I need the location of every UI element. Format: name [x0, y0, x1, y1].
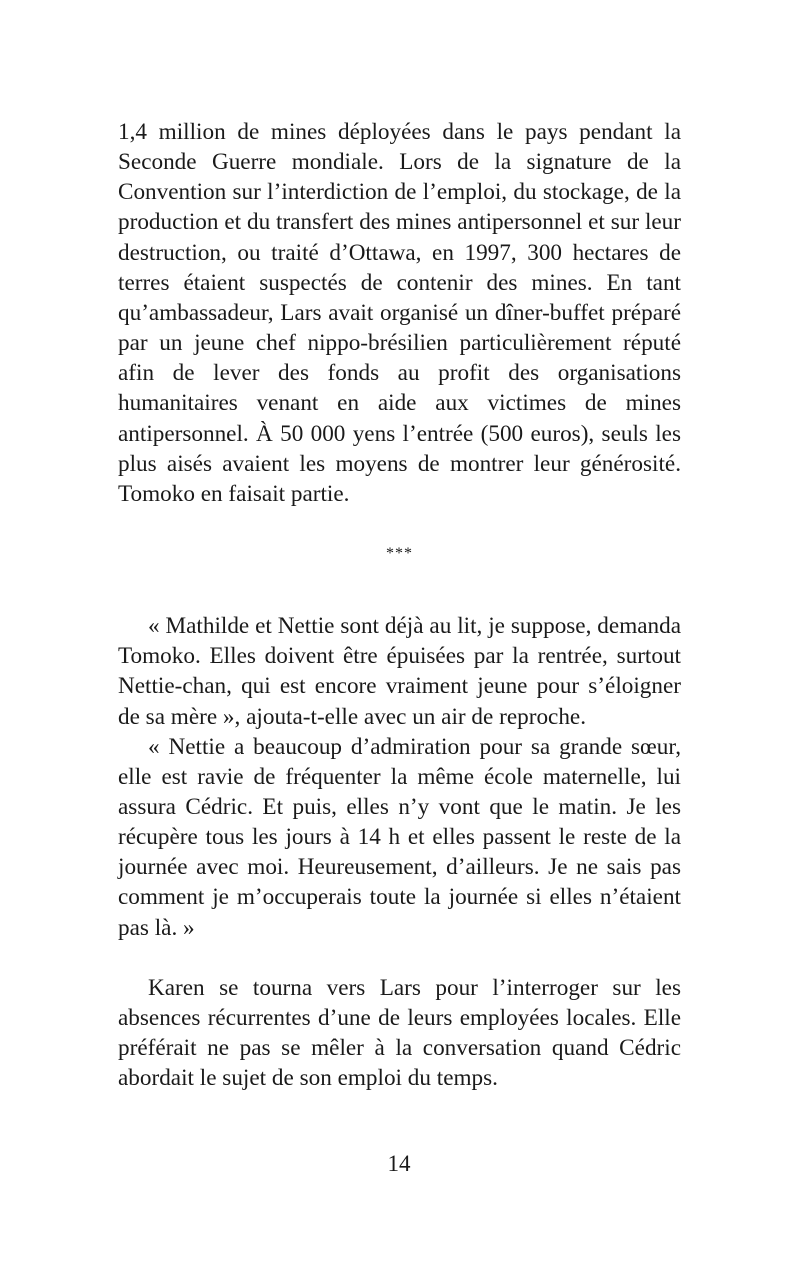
paragraph-tomoko-dialogue: « Mathilde et Nettie sont déjà au lit, je suppose, demanda Tomoko. Elles doivent être épuisées par la rentrée, surtout Nettie-chan, qui est encore vraiment jeune pour s’éloigner de sa mère », ajouta-t-elle avec un air de reproche. — [118, 613, 681, 730]
paragraph-karen: Karen se tourna vers Lars pour l’interroger sur les absences récurrentes d’une de leurs employées locales. Elle préférait ne pas se mêler à la conversation quand Cédric abordait le sujet de son emploi du temps. — [118, 974, 681, 1092]
section-separator: *** — [386, 545, 413, 563]
page-number: 14 — [387, 1151, 411, 1176]
paragraph-cedric-dialogue: « Nettie a beaucoup d’admiration pour sa grande sœur, elle est ravie de fréquenter la même école maternelle, lui assura Cédric. Et puis, elles n’y vont que le matin. Je les récupère tous les jours à 14 h et elles passent le reste de la journée avec moi. Heureusement, d’ailleurs. Je ne sais pas comment je m’occuperais toute la journée si elles n’étaient pas là. » — [118, 733, 681, 941]
paragraph-continuation: 1,4 million de mines déployées dans le pays pendant la Seconde Guerre mondiale. Lors de la signature de la Convention sur l’interdiction de l’emploi, du stockage, de la production et du transfert des mines antipersonnel et sur leur destruction, ou traité d’Ottawa, en 1997, 300 hectares de terres étaient suspectés de contenir des mines. En tant qu’ambassadeur, Lars avait organisé un dîner-buffet préparé par un jeune chef nippo-brésilien particulièrement réputé afin de lever des fonds au profit des organisations humanitaires venant en aide aux victimes de mines antipersonnel. À 50 000 yens l’entrée (500 euros), seuls les plus aisés avaient les moyens de montrer leur générosité. Tomoko en faisait partie. — [118, 119, 681, 507]
page-body — [118, 117, 681, 1093]
paragraph-gap — [118, 943, 681, 973]
